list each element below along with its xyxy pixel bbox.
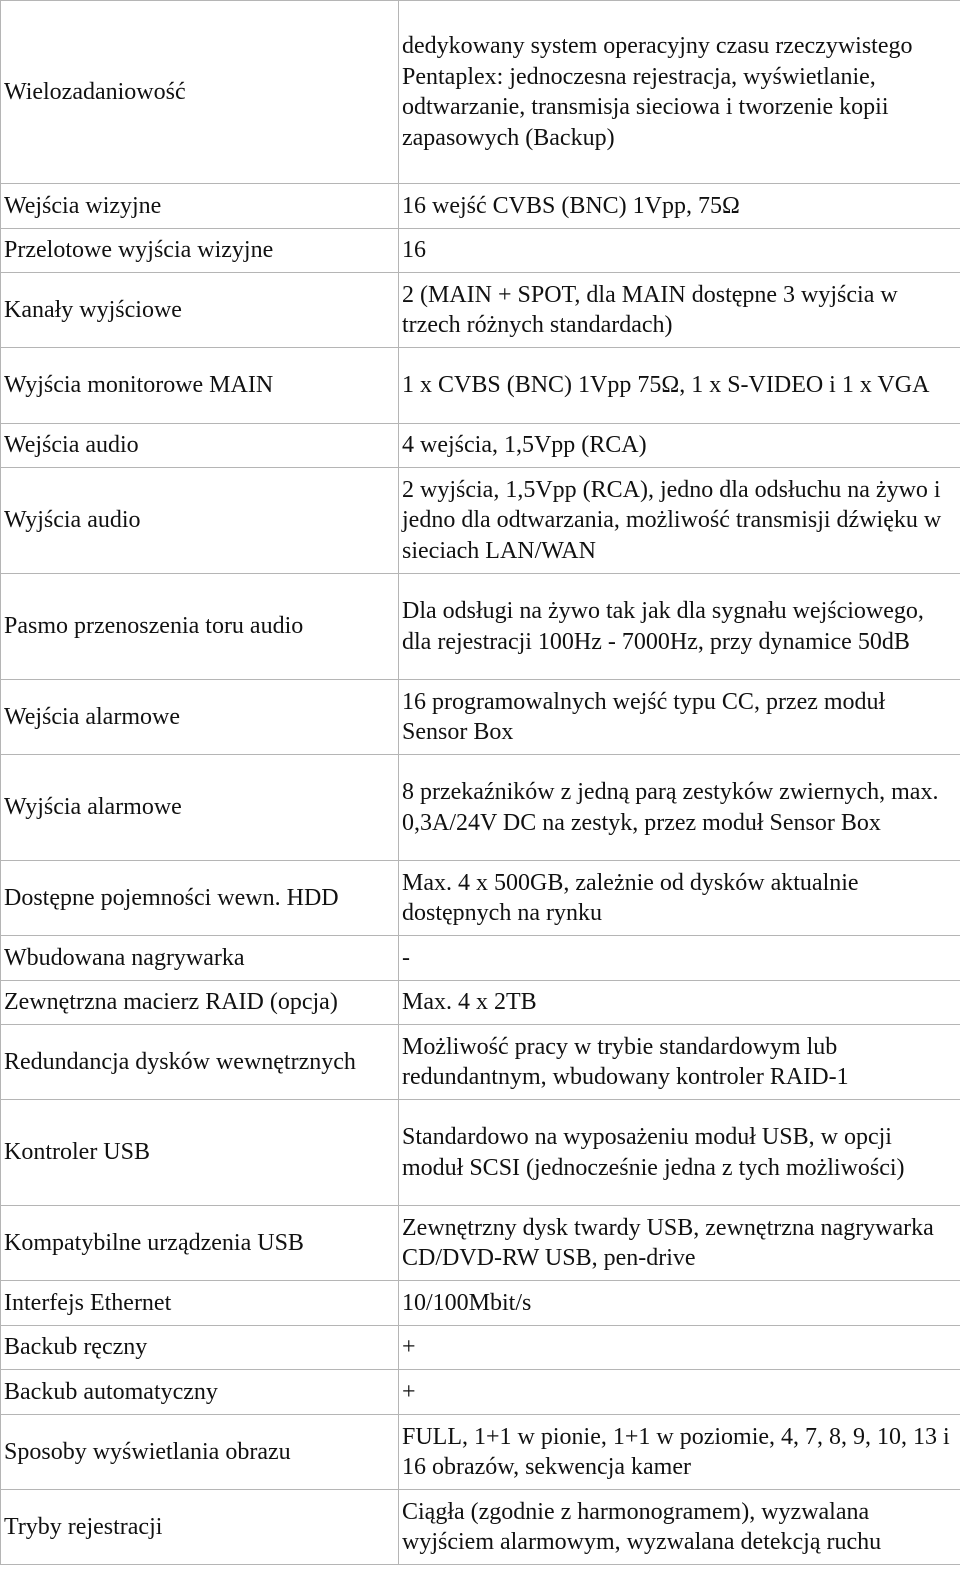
spec-label: Zewnętrzna macierz RAID (opcja) xyxy=(1,981,399,1025)
spec-label: Wielozadaniowość xyxy=(1,1,399,184)
table-row xyxy=(1,1370,960,1415)
spec-value: Max. 4 x 2TB xyxy=(399,981,960,1025)
spec-label: Backub automatyczny xyxy=(1,1370,399,1415)
spec-value: - xyxy=(399,936,960,981)
spec-value: 1 x CVBS (BNC) 1Vpp 75Ω, 1 x S-VIDEO i 1 x VGA xyxy=(399,348,960,424)
table-row xyxy=(1,1326,960,1370)
spec-value: 10/100Mbit/s xyxy=(399,1281,960,1326)
table-row xyxy=(1,1490,960,1565)
spec-value: 4 wejścia, 1,5Vpp (RCA) xyxy=(399,424,960,468)
spec-label: Wejścia alarmowe xyxy=(1,680,399,755)
table-row xyxy=(1,184,960,229)
spec-label: Tryby rejestracji xyxy=(1,1490,399,1565)
table-row xyxy=(1,574,960,680)
spec-label: Wejścia audio xyxy=(1,424,399,468)
table-row xyxy=(1,1,960,184)
spec-label: Przelotowe wyjścia wizyjne xyxy=(1,229,399,273)
spec-value: + xyxy=(399,1370,960,1415)
spec-value: Dla odsługi na żywo tak jak dla sygnału wejściowego, dla rejestracji 100Hz - 7000Hz, przy dynamice 50dB xyxy=(399,574,960,680)
specification-table-body xyxy=(1,1,960,1565)
spec-label: Redundancja dysków wewnętrznych xyxy=(1,1025,399,1100)
spec-value: Ciągła (zgodnie z harmonogramem), wyzwalana wyjściem alarmowym, wyzwalana detekcją ruchu xyxy=(399,1490,960,1565)
table-row xyxy=(1,1206,960,1281)
spec-value: Zewnętrzny dysk twardy USB, zewnętrzna nagrywarka CD/DVD-RW USB, pen-drive xyxy=(399,1206,960,1281)
spec-label: Pasmo przenoszenia toru audio xyxy=(1,574,399,680)
spec-label: Wyjścia monitorowe MAIN xyxy=(1,348,399,424)
table-row xyxy=(1,981,960,1025)
spec-value: 16 wejść CVBS (BNC) 1Vpp, 75Ω xyxy=(399,184,960,229)
table-row xyxy=(1,861,960,936)
spec-value: FULL, 1+1 w pionie, 1+1 w poziomie, 4, 7, 8, 9, 10, 13 i 16 obrazów, sekwencja kamer xyxy=(399,1415,960,1490)
table-row xyxy=(1,348,960,424)
spec-value: 2 (MAIN + SPOT, dla MAIN dostępne 3 wyjścia w trzech różnych standardach) xyxy=(399,273,960,348)
spec-label: Wejścia wizyjne xyxy=(1,184,399,229)
table-row xyxy=(1,1415,960,1490)
spec-label: Backub ręczny xyxy=(1,1326,399,1370)
spec-value: Możliwość pracy w trybie standardowym lub redundantnym, wbudowany kontroler RAID-1 xyxy=(399,1025,960,1100)
spec-label: Wyjścia audio xyxy=(1,468,399,574)
spec-label: Interfejs Ethernet xyxy=(1,1281,399,1326)
spec-value: Standardowo na wyposażeniu moduł USB, w opcji moduł SCSI (jednocześnie jedna z tych możliwości) xyxy=(399,1100,960,1206)
spec-label: Sposoby wyświetlania obrazu xyxy=(1,1415,399,1490)
table-row xyxy=(1,936,960,981)
spec-label: Wbudowana nagrywarka xyxy=(1,936,399,981)
spec-label: Wyjścia alarmowe xyxy=(1,755,399,861)
table-row xyxy=(1,229,960,273)
table-row xyxy=(1,1100,960,1206)
spec-value: + xyxy=(399,1326,960,1370)
table-row xyxy=(1,424,960,468)
spec-value: 8 przekaźników z jedną parą zestyków zwiernych, max. 0,3A/24V DC na zestyk, przez moduł Sensor Box xyxy=(399,755,960,861)
spec-value: dedykowany system operacyjny czasu rzeczywistego Pentaplex: jednoczesna rejestracja, wyświetlanie, odtwarzanie, transmisja sieciowa i tworzenie kopii zapasowych (Backup) xyxy=(399,1,960,184)
spec-label: Kompatybilne urządzenia USB xyxy=(1,1206,399,1281)
spec-value: 2 wyjścia, 1,5Vpp (RCA), jedno dla odsłuchu na żywo i jedno dla odtwarzania, możliwość transmisji dźwięku w sieciach LAN/WAN xyxy=(399,468,960,574)
spec-label: Kanały wyjściowe xyxy=(1,273,399,348)
spec-label: Kontroler USB xyxy=(1,1100,399,1206)
table-row xyxy=(1,680,960,755)
table-row xyxy=(1,1025,960,1100)
table-row xyxy=(1,273,960,348)
table-row xyxy=(1,755,960,861)
spec-value: 16 programowalnych wejść typu CC, przez moduł Sensor Box xyxy=(399,680,960,755)
table-row xyxy=(1,468,960,574)
spec-value: Max. 4 x 500GB, zależnie od dysków aktualnie dostępnych na rynku xyxy=(399,861,960,936)
spec-value: 16 xyxy=(399,229,960,273)
table-row xyxy=(1,1281,960,1326)
spec-label: Dostępne pojemności wewn. HDD xyxy=(1,861,399,936)
